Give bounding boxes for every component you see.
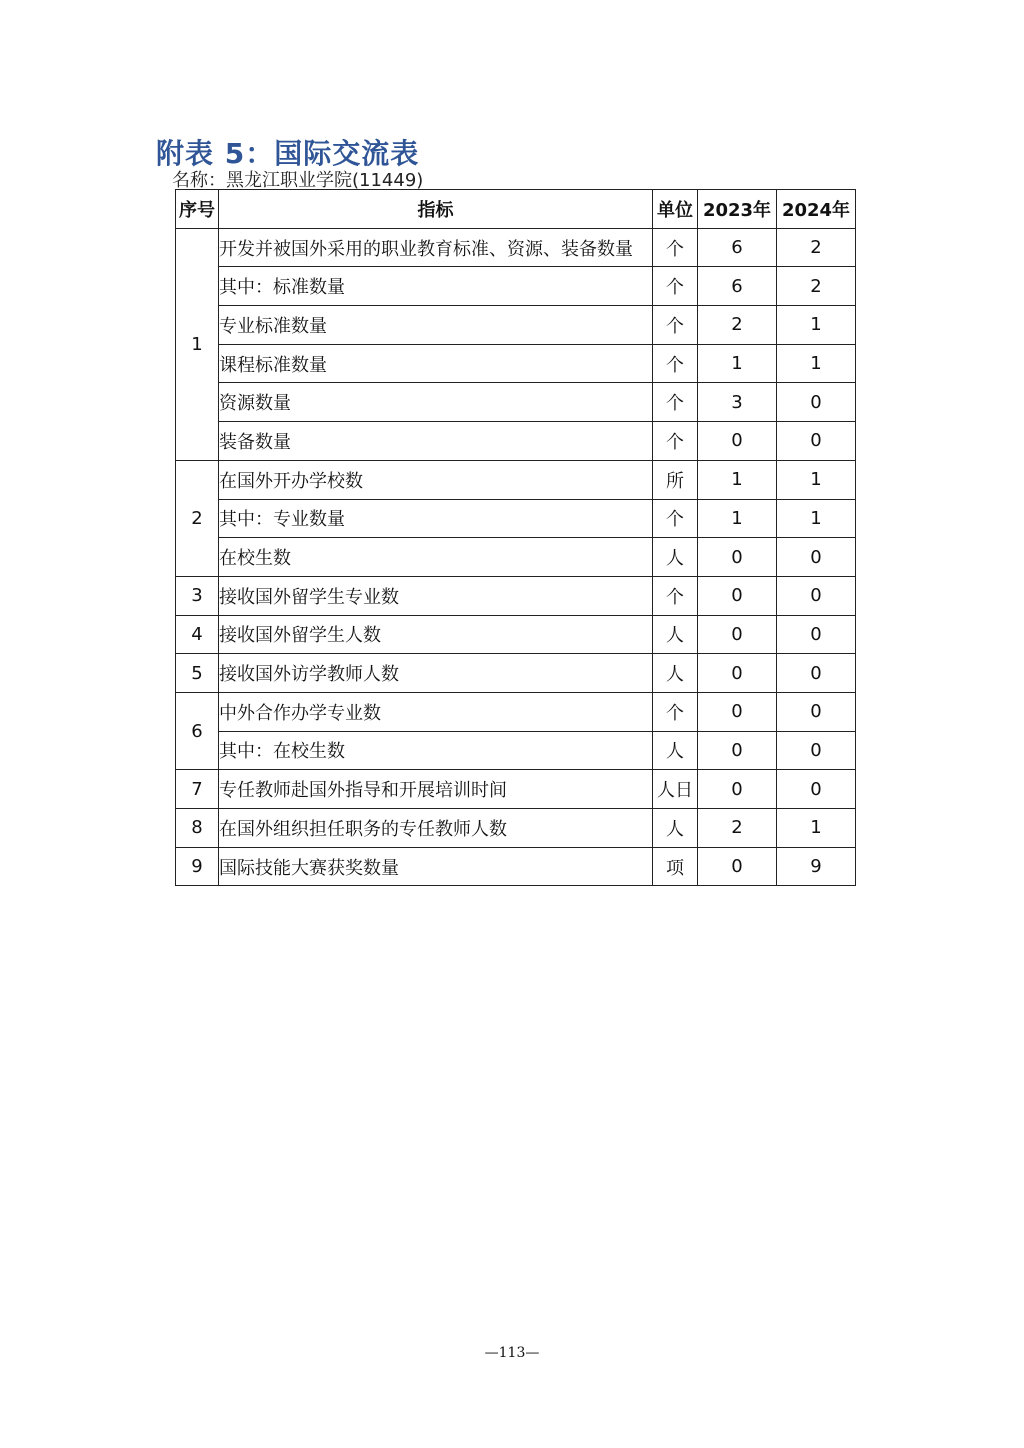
value-2024-cell: 1 <box>777 460 856 499</box>
page-title: 附表 5：国际交流表 <box>156 137 420 170</box>
table-row <box>176 267 856 306</box>
header-2023: 2023年 <box>698 190 777 229</box>
row-number: 1 <box>176 228 219 460</box>
value-2023-cell: 0 <box>698 731 777 770</box>
value-2023-cell: 6 <box>698 267 777 306</box>
table-row <box>176 731 856 770</box>
unit-cell: 人 <box>653 731 698 770</box>
unit-cell: 个 <box>653 422 698 461</box>
unit-cell: 项 <box>653 847 698 886</box>
table-row <box>176 654 856 693</box>
row-number: 3 <box>176 576 219 615</box>
header-2024: 2024年 <box>777 190 856 229</box>
indicator-cell: 在校生数 <box>219 538 653 577</box>
table-row <box>176 847 856 886</box>
value-2024-cell: 1 <box>777 344 856 383</box>
indicator-cell: 其中：在校生数 <box>219 731 653 770</box>
value-2023-cell: 0 <box>698 576 777 615</box>
value-2023-cell: 0 <box>698 538 777 577</box>
row-number: 9 <box>176 847 219 886</box>
unit-cell: 人 <box>653 809 698 848</box>
indicator-cell: 其中：标准数量 <box>219 267 653 306</box>
unit-cell: 个 <box>653 306 698 345</box>
row-number: 7 <box>176 770 219 809</box>
unit-cell: 人 <box>653 654 698 693</box>
value-2023-cell: 0 <box>698 692 777 731</box>
row-number: 4 <box>176 615 219 654</box>
institution-name: 名称：黑龙江职业学院(11449) <box>172 170 424 191</box>
table-row <box>176 538 856 577</box>
value-2023-cell: 3 <box>698 383 777 422</box>
value-2023-cell: 1 <box>698 344 777 383</box>
value-2024-cell: 0 <box>777 576 856 615</box>
indicator-cell: 接收国外留学生专业数 <box>219 576 653 615</box>
header-unit: 单位 <box>653 190 698 229</box>
table-row <box>176 576 856 615</box>
header-indicator: 指标 <box>219 190 653 229</box>
unit-cell: 个 <box>653 267 698 306</box>
value-2024-cell: 0 <box>777 383 856 422</box>
table-row <box>176 809 856 848</box>
value-2024-cell: 0 <box>777 692 856 731</box>
unit-cell: 人 <box>653 538 698 577</box>
indicator-cell: 接收国外留学生人数 <box>219 615 653 654</box>
value-2023-cell: 6 <box>698 228 777 267</box>
value-2024-cell: 0 <box>777 422 856 461</box>
unit-cell: 人 <box>653 615 698 654</box>
unit-cell: 个 <box>653 228 698 267</box>
value-2024-cell: 1 <box>777 499 856 538</box>
value-2024-cell: 0 <box>777 538 856 577</box>
unit-cell: 个 <box>653 692 698 731</box>
value-2024-cell: 0 <box>777 654 856 693</box>
table-row <box>176 692 856 731</box>
value-2023-cell: 1 <box>698 460 777 499</box>
table-row <box>176 422 856 461</box>
value-2024-cell: 2 <box>777 267 856 306</box>
header-no: 序号 <box>176 190 219 229</box>
indicator-cell: 在国外组织担任职务的专任教师人数 <box>219 809 653 848</box>
value-2024-cell: 1 <box>777 809 856 848</box>
unit-cell: 个 <box>653 499 698 538</box>
row-number: 5 <box>176 654 219 693</box>
table-row <box>176 499 856 538</box>
value-2023-cell: 2 <box>698 306 777 345</box>
table-row <box>176 615 856 654</box>
row-number: 2 <box>176 460 219 576</box>
indicator-cell: 专任教师赴国外指导和开展培训时间 <box>219 770 653 809</box>
row-number: 8 <box>176 809 219 848</box>
value-2023-cell: 0 <box>698 615 777 654</box>
table-row <box>176 228 856 267</box>
value-2024-cell: 1 <box>777 306 856 345</box>
exchange-table <box>175 189 856 886</box>
unit-cell: 所 <box>653 460 698 499</box>
indicator-cell: 中外合作办学专业数 <box>219 692 653 731</box>
value-2024-cell: 9 <box>777 847 856 886</box>
indicator-cell: 国际技能大赛获奖数量 <box>219 847 653 886</box>
page-number: —113— <box>484 1345 540 1361</box>
unit-cell: 人日 <box>653 770 698 809</box>
table-row <box>176 460 856 499</box>
unit-cell: 个 <box>653 576 698 615</box>
unit-cell: 个 <box>653 344 698 383</box>
value-2023-cell: 0 <box>698 847 777 886</box>
table-row <box>176 383 856 422</box>
value-2024-cell: 0 <box>777 770 856 809</box>
table-header-row <box>176 190 856 229</box>
value-2023-cell: 0 <box>698 422 777 461</box>
indicator-cell: 资源数量 <box>219 383 653 422</box>
indicator-cell: 接收国外访学教师人数 <box>219 654 653 693</box>
indicator-cell: 课程标准数量 <box>219 344 653 383</box>
table-row <box>176 344 856 383</box>
indicator-cell: 在国外开办学校数 <box>219 460 653 499</box>
value-2023-cell: 0 <box>698 770 777 809</box>
indicator-cell: 专业标准数量 <box>219 306 653 345</box>
indicator-cell: 其中：专业数量 <box>219 499 653 538</box>
value-2024-cell: 0 <box>777 615 856 654</box>
value-2024-cell: 2 <box>777 228 856 267</box>
value-2023-cell: 1 <box>698 499 777 538</box>
row-number: 6 <box>176 692 219 769</box>
table-row <box>176 306 856 345</box>
indicator-cell: 装备数量 <box>219 422 653 461</box>
table-row <box>176 770 856 809</box>
unit-cell: 个 <box>653 383 698 422</box>
value-2023-cell: 2 <box>698 809 777 848</box>
value-2023-cell: 0 <box>698 654 777 693</box>
indicator-cell: 开发并被国外采用的职业教育标准、资源、装备数量 <box>219 228 653 267</box>
value-2024-cell: 0 <box>777 731 856 770</box>
